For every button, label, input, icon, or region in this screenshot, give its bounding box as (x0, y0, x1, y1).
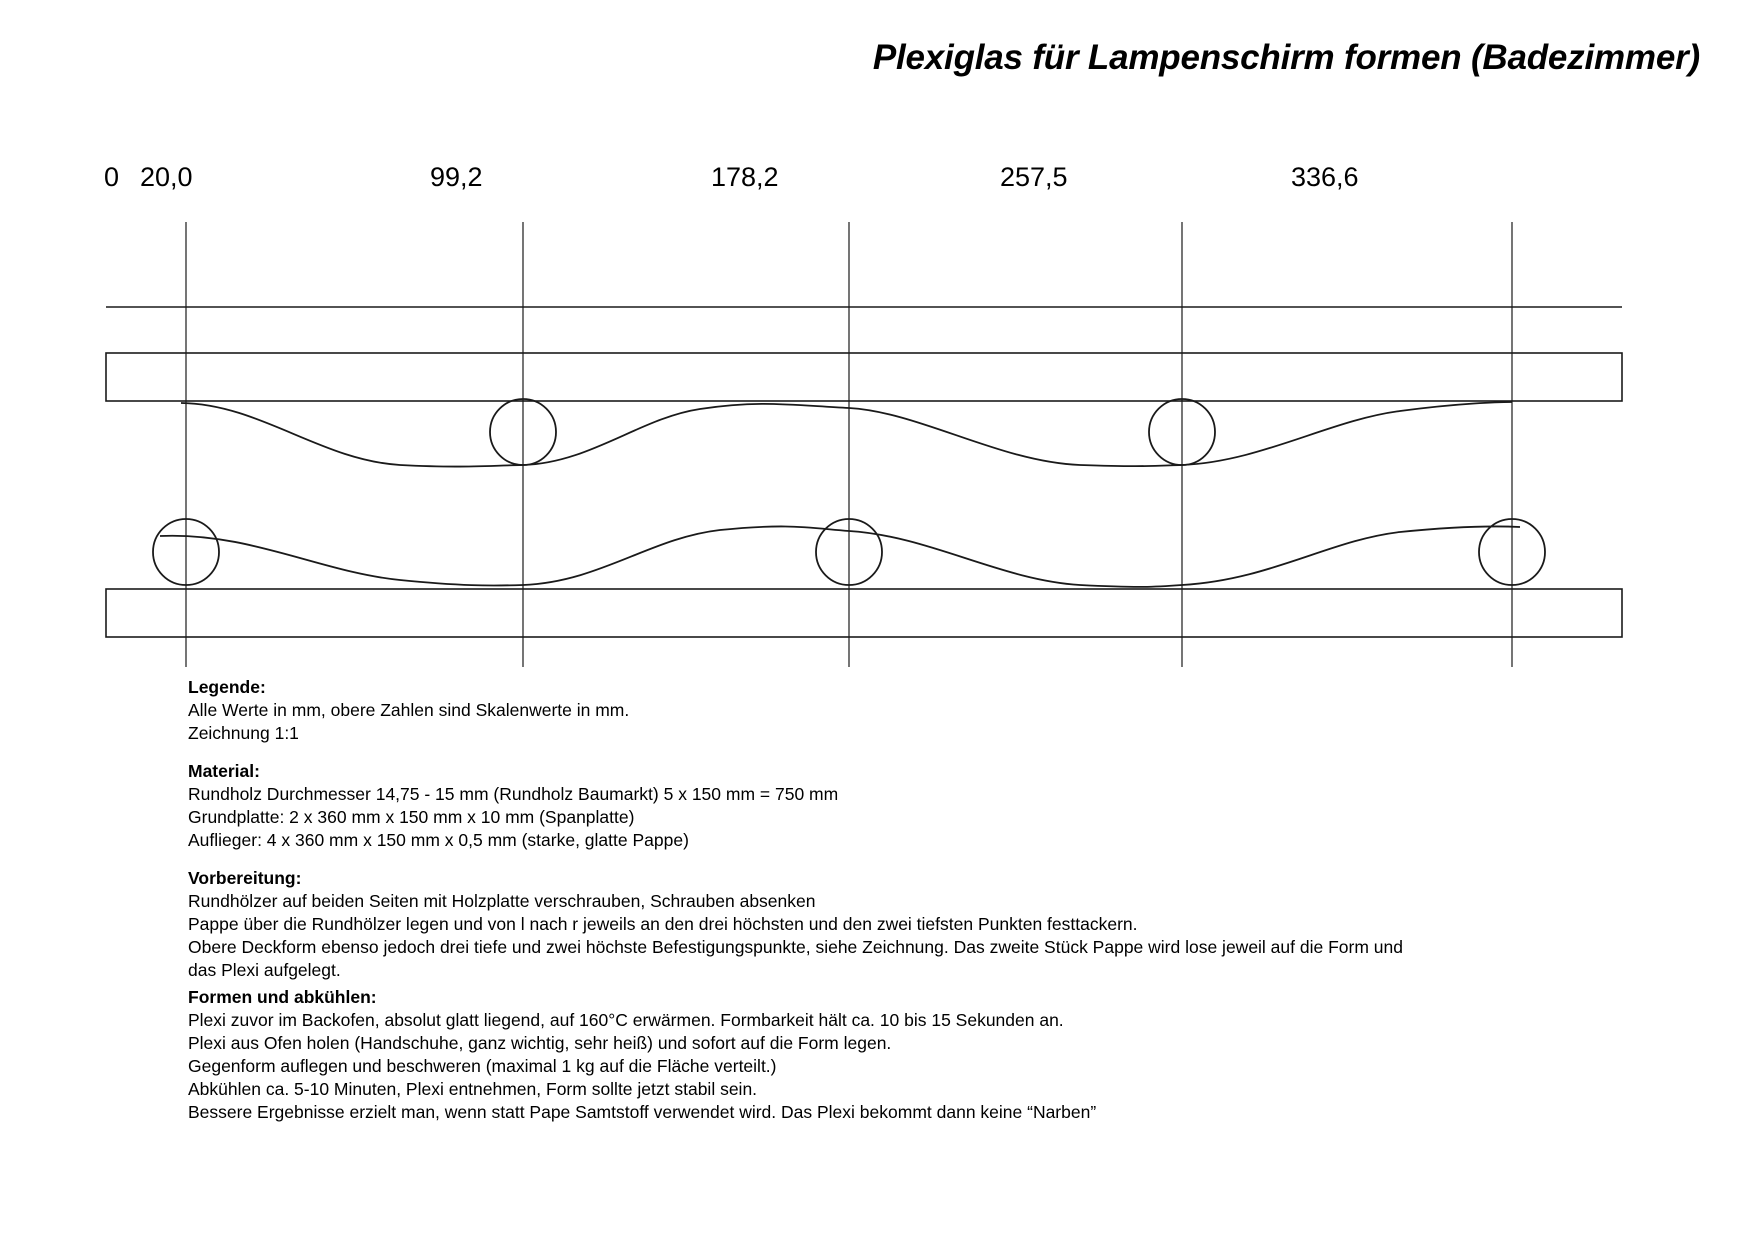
legend-line: Auflieger: 4 x 360 mm x 150 mm x 0,5 mm (starke, glatte Pappe) (188, 830, 689, 851)
scale-tick-label-0: 0 (104, 162, 120, 192)
scale-tick-label-5: 336,6 (1291, 162, 1359, 192)
legend-heading-formen: Formen und abkühlen: (188, 987, 377, 1007)
legend-line: Zeichnung 1:1 (188, 723, 299, 744)
legend-line: Rundhölzer auf beiden Seiten mit Holzplatte verschrauben, Schrauben absenken (188, 891, 816, 912)
legend-line: Rundholz Durchmesser 14,75 - 15 mm (Rundholz Baumarkt) 5 x 150 mm = 750 mm (188, 784, 839, 805)
legend-block-formen (188, 986, 1096, 1125)
scale-tick-label-1: 20,0 (140, 162, 193, 192)
lower-wave-form (160, 526, 1520, 586)
legend-block-legende (188, 676, 629, 745)
legend-heading-legende: Legende: (188, 677, 266, 697)
legend-line: Bessere Ergebnisse erzielt man, wenn statt Pape Samtstoff verwendet wird. Das Plexi bekommt dann keine “Narben” (188, 1102, 1097, 1123)
scale-tick-label-3: 178,2 (711, 162, 779, 192)
legend-line: Plexi zuvor im Backofen, absolut glatt liegend, auf 160°C erwärmen. Formbarkeit hält ca. 10 bis 15 Sekunden an. (188, 1010, 1064, 1031)
page-title: Plexiglas für Lampenschirm formen (Badezimmer) (872, 38, 1700, 77)
legend-line: Plexi aus Ofen holen (Handschuhe, ganz wichtig, sehr heiß) und sofort auf die Form legen. (188, 1033, 892, 1054)
legend-line: das Plexi aufgelegt. (188, 960, 341, 981)
scale-tick-label-2: 99,2 (430, 162, 483, 192)
legend-line: Pappe über die Rundhölzer legen und von l nach r jeweils an den drei höchsten und den zwei tiefsten Punkten festtackern. (188, 914, 1138, 935)
legend-heading-material: Material: (188, 761, 260, 781)
legend-block-material (188, 760, 838, 852)
legend-line: Grundplatte: 2 x 360 mm x 150 mm x 10 mm (Spanplatte) (188, 807, 635, 828)
scale-tick-label-4: 257,5 (1000, 162, 1068, 192)
legend-line: Abkühlen ca. 5-10 Minuten, Plexi entnehmen, Form sollte jetzt stabil sein. (188, 1079, 758, 1100)
legend-line: Obere Deckform ebenso jedoch drei tiefe und zwei höchste Befestigungspunkte, siehe Zeichnung. Das zweite Stück Pappe wird lose jeweil auf die Form und (188, 937, 1403, 958)
bottom-base-plate (106, 589, 1622, 637)
legend-heading-vorbereitung: Vorbereitung: (188, 868, 302, 888)
top-base-plate (106, 353, 1622, 401)
legend-line: Alle Werte in mm, obere Zahlen sind Skalenwerte in mm. (188, 700, 630, 721)
legend-line: Gegenform auflegen und beschweren (maximal 1 kg auf die Fläche verteilt.) (188, 1056, 777, 1077)
legend-block-vorbereitung (188, 867, 1403, 982)
upper-wave-form (181, 402, 1512, 467)
